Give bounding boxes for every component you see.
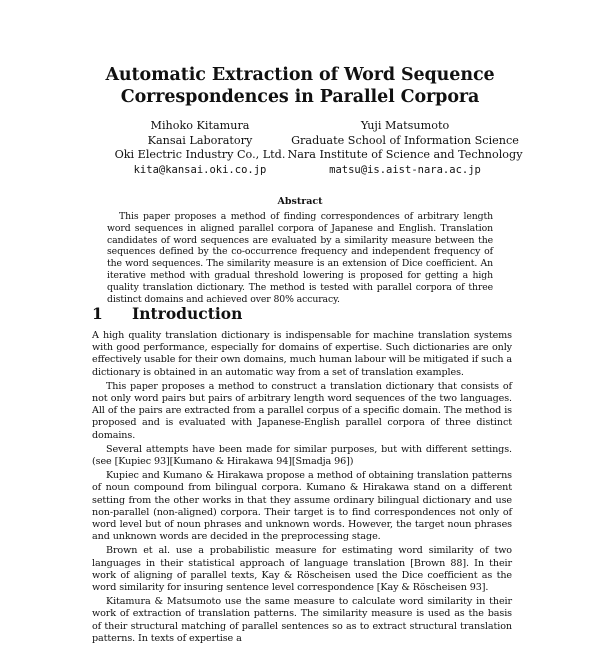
abstract-text: This paper proposes a method of finding correspondences of arbitrary length word sequences in aligned parallel corpora of Japanese and English. Translation candidates of word sequences are evaluated by a similarity measure between the sequences defined by the co-occurrence frequency and independent frequency of the word sequences. The similarity measure is an extension of Dice coefficient. An iterative method with gradual threshold lowering is proposed for getting a high quality translation dictionary. The method is tested with parallel corpora of three distinct domains and achieved over 80% accuracy. [107,211,493,305]
author-email: kita@kansai.oki.co.jp [133,163,267,176]
paragraph: Kitamura & Matsumoto use the same measure to calculate word similarity in their work of extraction of translation patterns. The similarity measure is used as the basis of their structural matching of parallel sentences so as to extract structural translation patterns. In texts of expertise a [92,596,512,644]
author-block-2 [285,119,525,177]
paragraph: Several attempts have been made for similar purposes, but with different settings. (see [Kupiec 93][Kumano & Hirakawa 94][Smadja 96]) [92,443,512,468]
author-block-1 [95,119,305,177]
paragraph: Kupiec and Kumano & Hirakawa propose a method of obtaining translation patterns of noun compound from bilingual corpora. Kumano & Hirakawa stand on a different setting from the other works in that they assume ordinary bilingual dictionary and use non-parallel (non-aligned) corpora. Their target is to find correspondences not only of word level but of noun phrases and unknown words. However, the target noun phrases and unknown words are decided in the preprocessing stage. [92,470,512,543]
paragraph: A high quality translation dictionary is indispensable for machine translation systems with good performance, especially for domains of expertise. Such dictionaries are only effectively usable for their own domains, much human labour will be mitigated if such a dictionary is obtained in an automatic way from a set of translation examples. [92,330,512,378]
section-number: 1 [92,304,103,323]
paper-title-line-2: Correspondences in Parallel Corpora [120,87,480,107]
section-title: Introduction [132,304,243,323]
section-heading [92,304,242,324]
author-affiliation: Kansai Laboratory [147,133,253,147]
author-organization: Nara Institute of Science and Technology [287,148,523,162]
paragraph: Brown et al. use a probabilistic measure for estimating word similarity of two languages in their statistical approach of language translation [Brown 88]. In their work of aligning of parallel texts, Kay & Röscheisen used the Dice coefficient as the word similarity for insuring sentence level correspondence [Kay & Röscheisen 93]. [92,545,512,594]
body-text [92,330,512,647]
author-email: matsu@is.aist-nara.ac.jp [329,163,481,176]
paper-title-line-1: Automatic Extraction of Word Sequence [105,65,495,85]
paragraph: This paper proposes a method to construct a translation dictionary that consists of not only word pairs but pairs of arbitrary length word sequences of the two languages. All of the pairs are extracted from a parallel corpus of a specific domain. The method is proposed and is evaluated with Japanese-English parallel corpora of three distinct domains. [92,380,512,441]
author-name: Yuji Matsumoto [360,119,450,132]
author-name: Mihoko Kitamura [150,119,250,132]
author-organization: Oki Electric Industry Co., Ltd. [114,148,286,162]
abstract-heading: Abstract [277,196,323,207]
author-affiliation: Graduate School of Information Science [291,133,519,147]
